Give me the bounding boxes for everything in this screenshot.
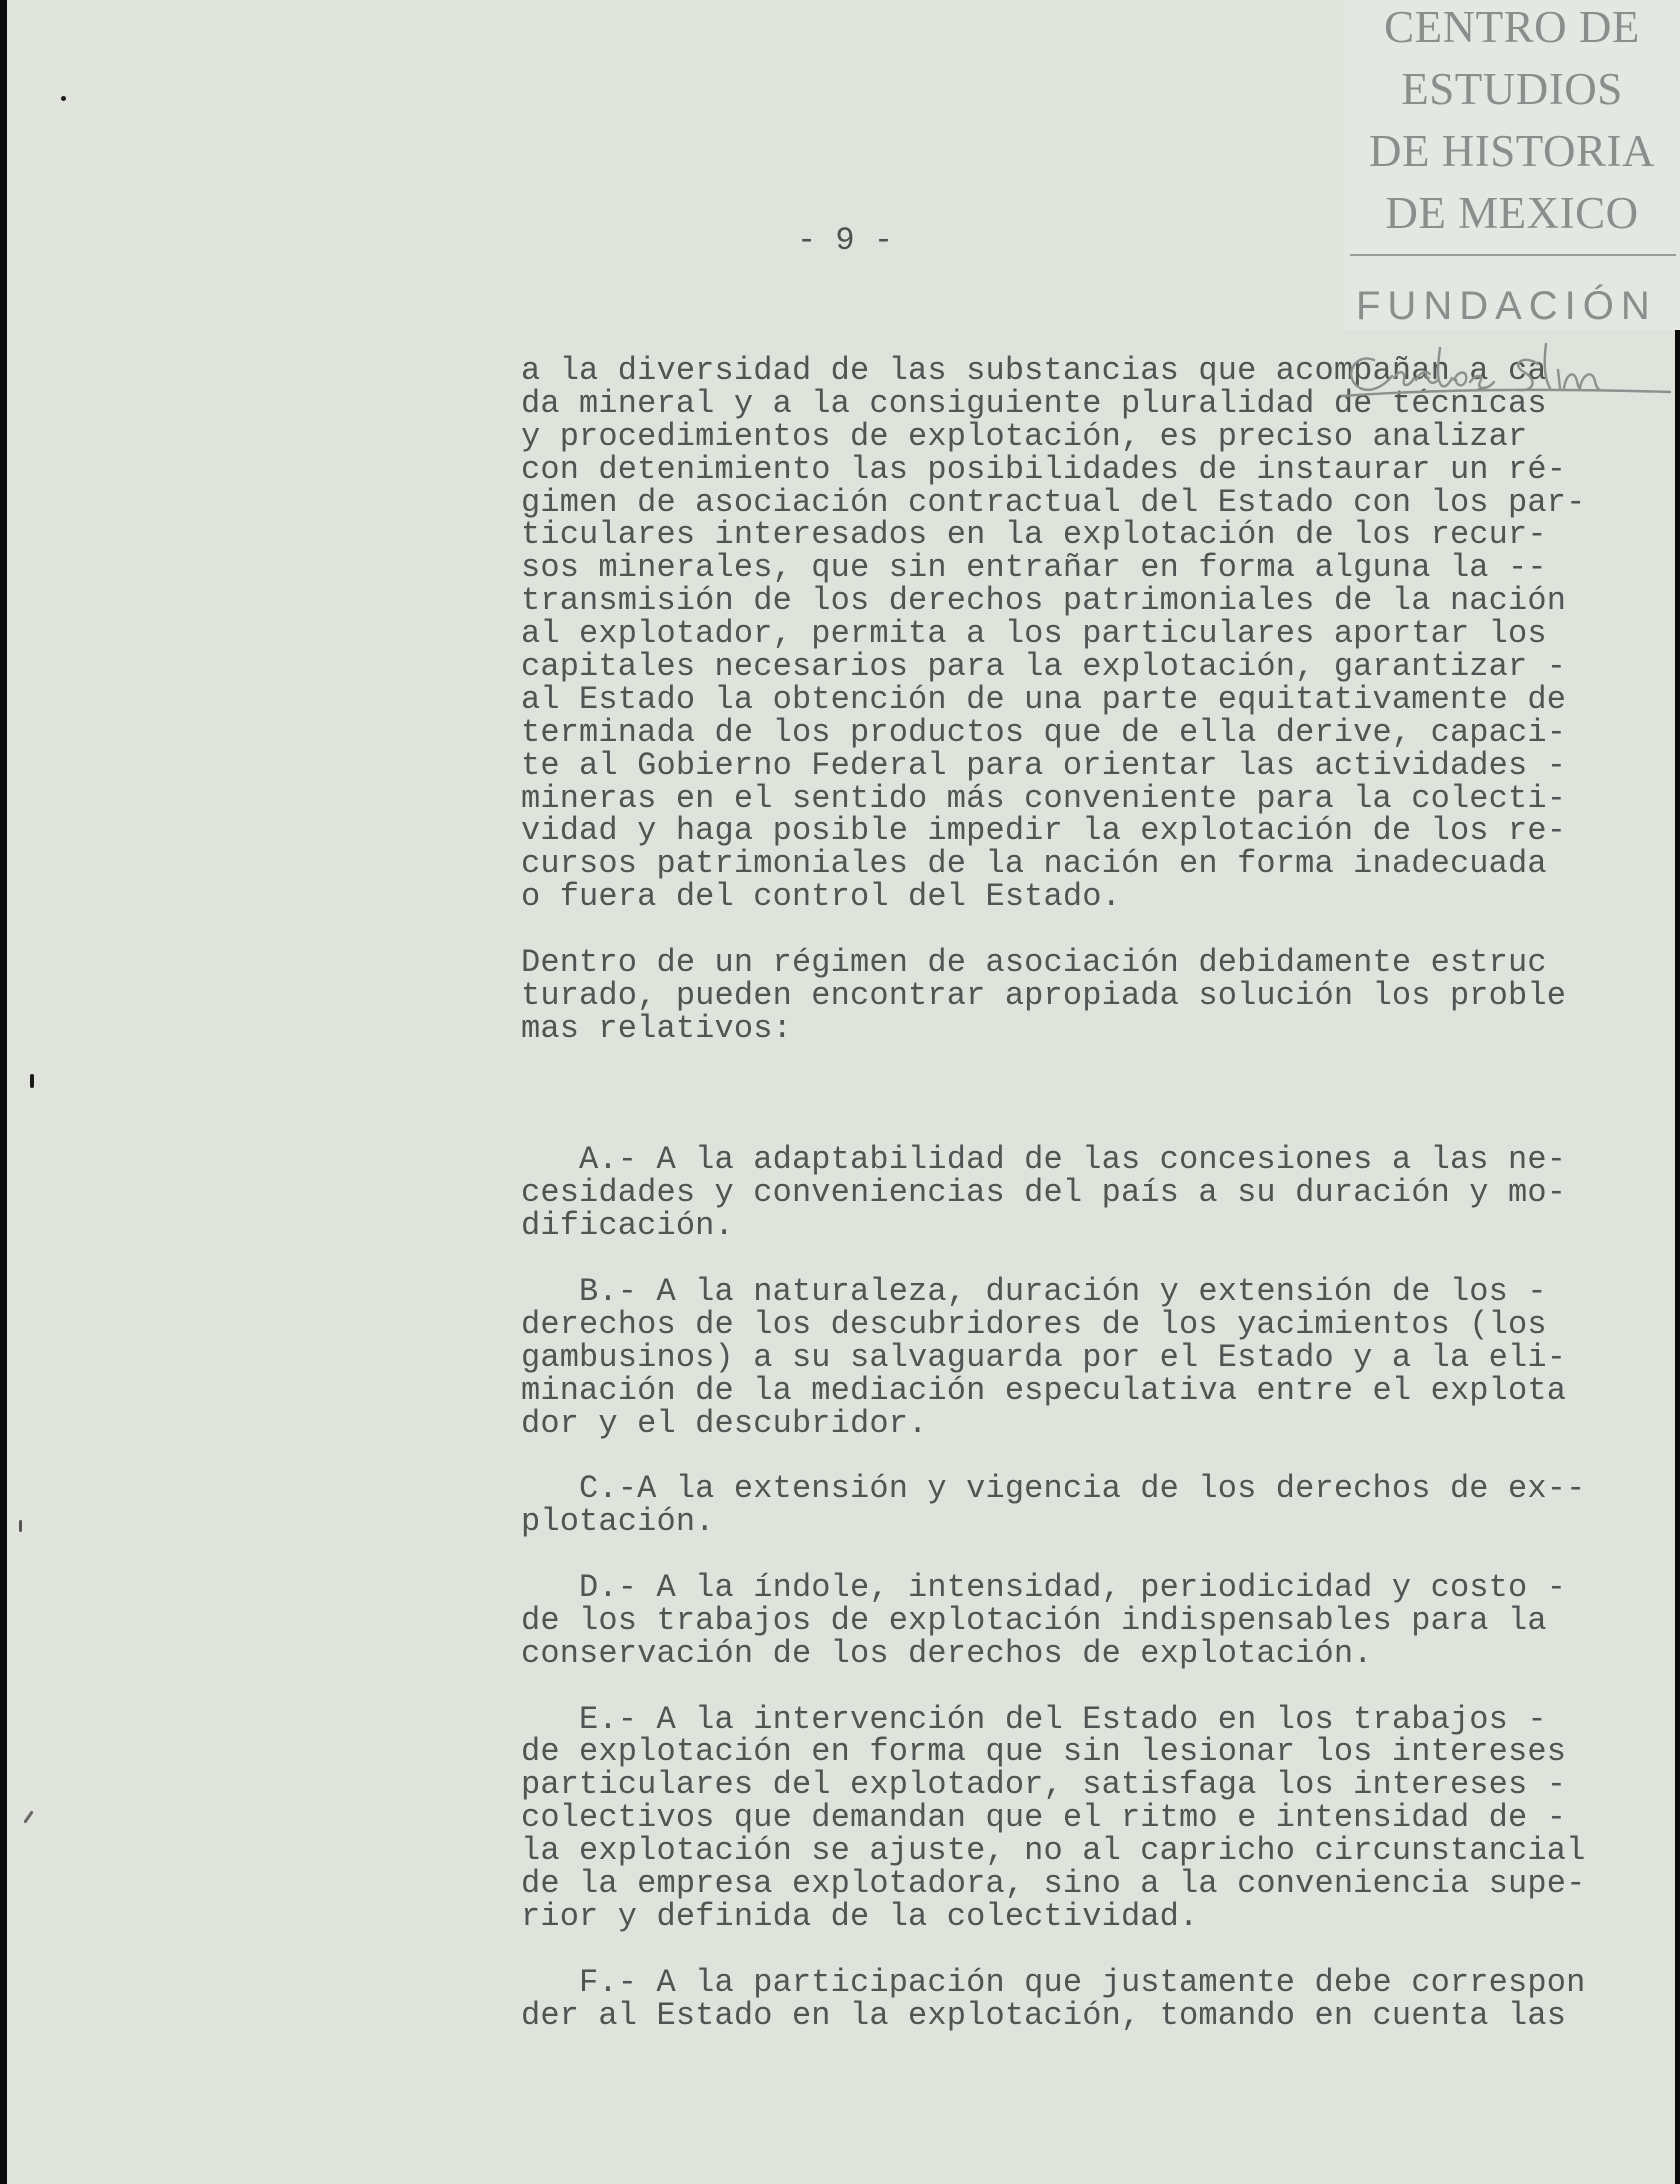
stamp-line: DE MEXICO [1385, 188, 1639, 238]
text-line: A.- A la adaptabilidad de las concesiones a las ne- [521, 1141, 1567, 1179]
list-item-a [521, 1141, 1585, 1245]
signature-logo [1334, 330, 1680, 410]
text-line: vidad y haga posible impedir la explotación de los re- [521, 812, 1567, 850]
text-line: F.- A la participación que justamente debe correspon [521, 1963, 1586, 2001]
paragraph-gap [521, 1243, 1585, 1276]
paragraph-gap [521, 1539, 1585, 1572]
text-line: E.- A la intervención del Estado en los trabajos - [521, 1700, 1547, 1738]
text-line: plotación. [521, 1503, 715, 1541]
document-body [521, 352, 1586, 2034]
paragraph-intro [521, 352, 1586, 916]
ink-speck [61, 96, 66, 101]
text-line: B.- A la naturaleza, duración y extensión de los - [521, 1272, 1547, 1310]
text-line: derechos de los descubridores de los yacimientos (los [521, 1305, 1547, 1343]
text-line: transmisión de los derechos patrimoniales de la nación [521, 582, 1567, 620]
text-line: sos minerales, que sin entrañar en forma alguna la -- [521, 549, 1547, 587]
text-line: la explotación se ajuste, no al capricho circunstancial [521, 1832, 1586, 1870]
text-line: gimen de asociación contractual del Estado con los par- [521, 483, 1586, 521]
text-line: turado, pueden encontrar apropiada solución los proble [521, 976, 1567, 1014]
text-line: minación de la mediación especulativa entre el explota [521, 1371, 1567, 1409]
text-line: dor y el descubridor. [521, 1404, 928, 1442]
text-line: ticulares interesados en la explotación de los recur- [521, 516, 1547, 554]
paragraph-dentro [521, 944, 1585, 1047]
text-line: de explotación en forma que sin lesionar los intereses [521, 1733, 1567, 1771]
list-item-b [521, 1272, 1585, 1442]
text-line: da mineral y a la consiguiente pluralidad de técnicas [521, 384, 1547, 422]
text-line: der al Estado en la explotación, tomando en cuenta las [521, 1996, 1567, 2034]
text-line: de la empresa explotadora, sino a la conveniencia supe- [521, 1864, 1586, 1902]
text-line: de los trabajos de explotación indispensables para la [521, 1601, 1547, 1639]
text-line: con detenimiento las posibilidades de instaurar un ré- [521, 450, 1567, 488]
archive-stamp [1344, 0, 1680, 330]
text-line: colectivos que demandan que el ritmo e intensidad de - [521, 1799, 1567, 1837]
stamp-line: ESTUDIOS [1401, 64, 1623, 114]
text-line: dificación. [521, 1207, 734, 1245]
text-line: cesidades y conveniencias del país a su duración y mo- [521, 1174, 1567, 1212]
paragraph-gap [521, 1440, 1585, 1473]
paragraph-gap [521, 914, 1585, 947]
stamp-line: CENTRO DE [1384, 2, 1640, 52]
text-line: rior y definida de la colectividad. [521, 1897, 1199, 1935]
text-line: gambusinos) a su salvaguarda por el Estado y a la eli- [521, 1338, 1567, 1376]
text-line: mas relativos: [521, 1009, 792, 1047]
ink-speck [30, 1074, 34, 1088]
text-line: y procedimientos de explotación, es preciso analizar [521, 417, 1528, 455]
text-line: C.-A la extensión y vigencia de los derechos de ex-- [521, 1470, 1586, 1508]
text-line: terminada de los productos que de ella derive, capaci- [521, 713, 1567, 751]
text-line: D.- A la índole, intensidad, periodicidad y costo - [521, 1568, 1567, 1606]
text-line: al explotador, permita a los particulares aportar los [521, 615, 1547, 653]
text-line: capitales necesarios para la explotación, garantizar - [521, 648, 1567, 686]
text-line: o fuera del control del Estado. [521, 878, 1121, 916]
text-line: cursos patrimoniales de la nación en forma inadecuada [521, 845, 1547, 883]
list-item-d [521, 1568, 1585, 1672]
stamp-line: DE HISTORIA [1369, 126, 1655, 176]
list-item-f [521, 1963, 1586, 2034]
paragraph-gap [521, 1671, 1585, 1704]
ink-speck [23, 1810, 33, 1823]
text-line: mineras en el sentido más conveniente para la colecti- [521, 779, 1567, 817]
paragraph-gap [521, 1046, 1585, 1145]
page-number: - 9 - [797, 222, 894, 259]
text-line: particulares del explotador, satisfaga los intereses - [521, 1766, 1567, 1804]
text-line: Dentro de un régimen de asociación debidamente estruc [521, 944, 1547, 982]
list-item-c [521, 1470, 1586, 1541]
list-item-e [521, 1700, 1586, 1935]
paragraph-gap [521, 1934, 1585, 1967]
text-line: conservación de los derechos de explotación. [521, 1634, 1373, 1672]
ink-speck [19, 1520, 22, 1532]
text-line: a la diversidad de las substancias que acompañan a ca [521, 352, 1547, 389]
text-line: te al Gobierno Federal para orientar las actividades - [521, 746, 1567, 784]
text-line: al Estado la obtención de una parte equitativamente de [521, 680, 1567, 718]
stamp-divider [1350, 254, 1676, 256]
stamp-brand: FUNDACIÓN [1356, 284, 1657, 328]
scan-border-left [0, 0, 7, 2184]
